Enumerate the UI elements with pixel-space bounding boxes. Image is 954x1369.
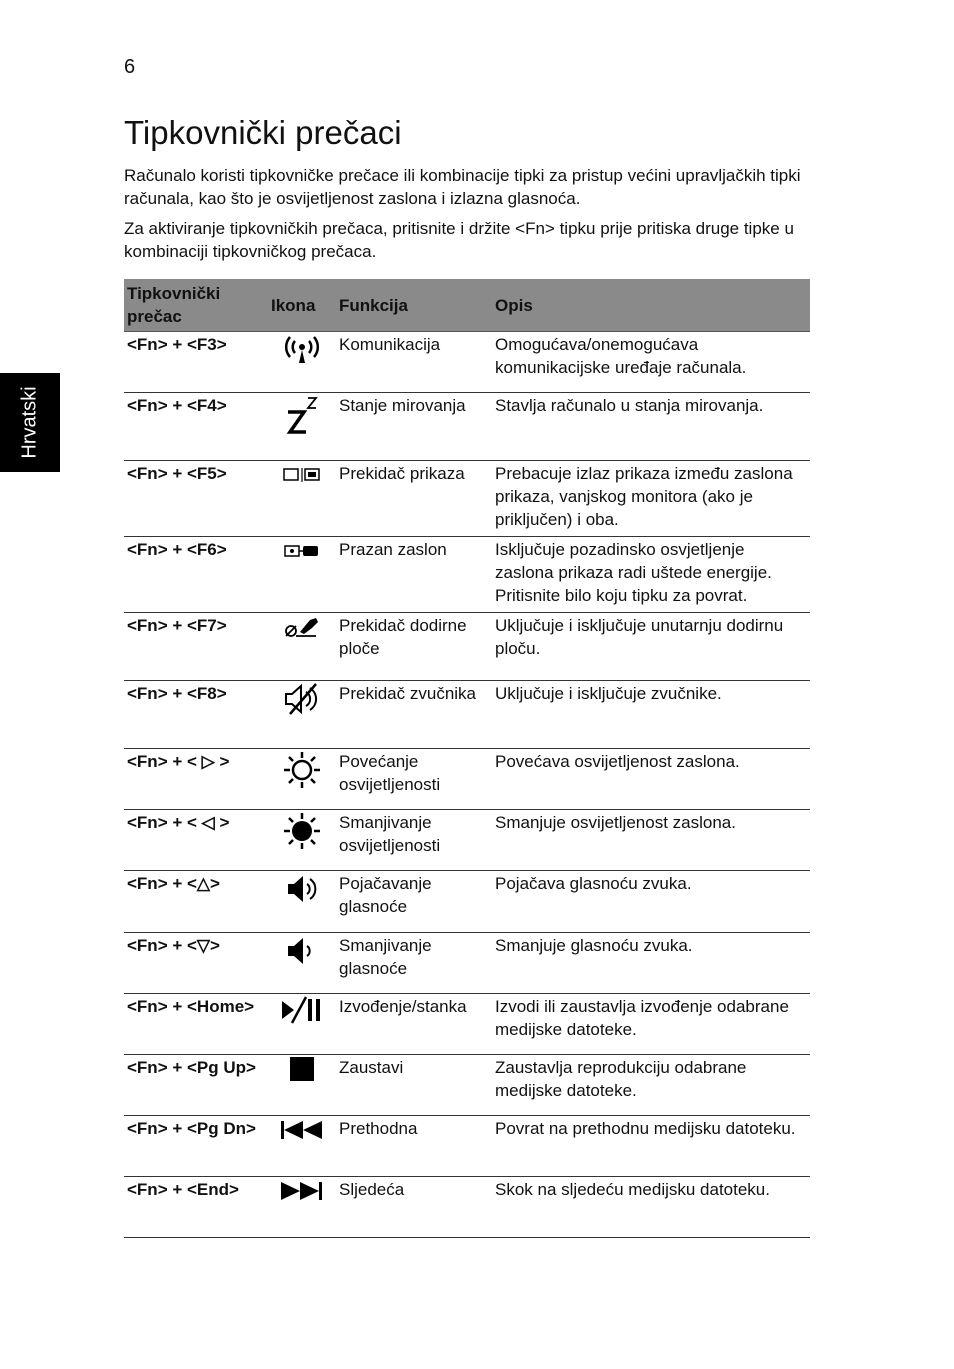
function-label: Pojačavanje glasnoće xyxy=(336,871,492,933)
table-row xyxy=(124,933,810,994)
shortcut-key: <Fn> + <F5> xyxy=(124,461,268,537)
description-text: Povrat na prethodnu medijsku datoteku. xyxy=(492,1116,810,1177)
shortcut-key: <Fn> + <F3> xyxy=(124,332,268,393)
display-toggle-icon xyxy=(282,467,322,483)
description-text: Smanjuje osvijetljenost zaslona. xyxy=(492,810,810,871)
table-row xyxy=(124,393,810,461)
next-track-icon xyxy=(279,1180,325,1202)
shortcuts-table xyxy=(124,279,810,1238)
description-text: Stavlja računalo u stanja mirovanja. xyxy=(492,393,810,461)
volume-down-icon xyxy=(282,934,322,968)
table-row xyxy=(124,1177,810,1238)
wireless-icon xyxy=(282,333,322,365)
function-label: Prazan zaslon xyxy=(336,537,492,613)
function-label: Izvođenje/stanka xyxy=(336,994,492,1055)
description-text: Izvodi ili zaustavlja izvođenje odabrane medijske datoteke. xyxy=(492,994,810,1055)
shortcut-key: <Fn> + <End> xyxy=(124,1177,268,1238)
shortcut-key: <Fn> + <F7> xyxy=(124,613,268,681)
shortcut-key: <Fn> + <F4> xyxy=(124,393,268,461)
touchpad-toggle-icon xyxy=(282,614,322,640)
function-label: Prethodna xyxy=(336,1116,492,1177)
description-text: Smanjuje glasnoću zvuka. xyxy=(492,933,810,994)
stop-icon xyxy=(287,1056,317,1082)
shortcut-key: <Fn> + <F6> xyxy=(124,537,268,613)
function-label: Prekidač prikaza xyxy=(336,461,492,537)
description-text: Skok na sljedeću medijsku datoteku. xyxy=(492,1177,810,1238)
table-row xyxy=(124,332,810,393)
function-label: Sljedeća xyxy=(336,1177,492,1238)
speaker-mute-icon xyxy=(282,682,322,716)
description-text: Zaustavlja reprodukciju odabrane medijske datoteke. xyxy=(492,1055,810,1116)
table-row xyxy=(124,613,810,681)
function-label: Komunikacija xyxy=(336,332,492,393)
description-text: Omogućava/onemogućava komunikacijske uređaje računala. xyxy=(492,332,810,393)
shortcut-key: <Fn> + <Pg Dn> xyxy=(124,1116,268,1177)
language-side-tab xyxy=(0,373,60,472)
table-row xyxy=(124,1116,810,1177)
function-label: Prekidač zvučnika xyxy=(336,681,492,749)
shortcut-key: <Fn> + < ◁ > xyxy=(124,810,268,871)
description-text: Povećava osvijetljenost zaslona. xyxy=(492,749,810,810)
header-function: Funkcija xyxy=(336,279,492,332)
function-label: Povećanje osvijetljenosti xyxy=(336,749,492,810)
shortcut-key: <Fn> + <Pg Up> xyxy=(124,1055,268,1116)
brightness-up-icon xyxy=(282,750,322,790)
play-pause-icon xyxy=(280,995,324,1025)
brightness-down-icon xyxy=(282,811,322,851)
description-text: Uključuje i isključuje zvučnike. xyxy=(492,681,810,749)
page-title: Tipkovnički prečaci xyxy=(124,114,402,151)
header-shortcut: Tipkovnički prečac xyxy=(124,279,268,332)
description-text: Pojačava glasnoću zvuka. xyxy=(492,871,810,933)
function-label: Stanje mirovanja xyxy=(336,393,492,461)
description-text: Uključuje i isključuje unutarnju dodirnu ploču. xyxy=(492,613,810,681)
page-number: 6 xyxy=(124,56,136,78)
shortcut-key: <Fn> + <F8> xyxy=(124,681,268,749)
description-text: Prebacuje izlaz prikaza između zaslona prikaza, vanjskog monitora (ako je priključen) i oba. xyxy=(492,461,810,537)
previous-track-icon xyxy=(279,1119,325,1141)
table-row xyxy=(124,461,810,537)
sleep-icon xyxy=(282,394,322,438)
function-label: Zaustavi xyxy=(336,1055,492,1116)
table-row xyxy=(124,871,810,933)
table-row xyxy=(124,537,810,613)
header-icon: Ikona xyxy=(268,279,336,332)
header-description: Opis xyxy=(492,279,810,332)
table-row xyxy=(124,1055,810,1116)
table-row xyxy=(124,994,810,1055)
intro-paragraph-1: Računalo koristi tipkovničke prečace ili kombinacije tipki za pristup većini upravljačkih tipki računala, kao što je osvijetljenost zaslona i izlazna glasnoća. xyxy=(124,166,801,208)
shortcut-key: <Fn> + < ▷ > xyxy=(124,749,268,810)
intro-paragraph-2: Za aktiviranje tipkovničkih prečaca, pritisnite i držite <Fn> tipku prije pritiska druge tipke u kombinaciji tipkovničkog prečaca. xyxy=(124,219,794,261)
screen-off-icon xyxy=(282,543,322,559)
table-row xyxy=(124,749,810,810)
shortcut-key: <Fn> + <Home> xyxy=(124,994,268,1055)
table-row xyxy=(124,810,810,871)
function-label: Smanjivanje glasnoće xyxy=(336,933,492,994)
shortcut-key: <Fn> + <▽> xyxy=(124,933,268,994)
table-header-row xyxy=(124,279,810,332)
language-label: Hrvatski xyxy=(18,386,41,459)
volume-up-icon xyxy=(282,872,322,906)
shortcut-key: <Fn> + <△> xyxy=(124,871,268,933)
function-label: Smanjivanje osvijetljenosti xyxy=(336,810,492,871)
function-label: Prekidač dodirne ploče xyxy=(336,613,492,681)
table-row xyxy=(124,681,810,749)
description-text: Isključuje pozadinsko osvjetljenje zaslona prikaza radi uštede energije. Pritisnite bilo koju tipku za povrat. xyxy=(492,537,810,613)
